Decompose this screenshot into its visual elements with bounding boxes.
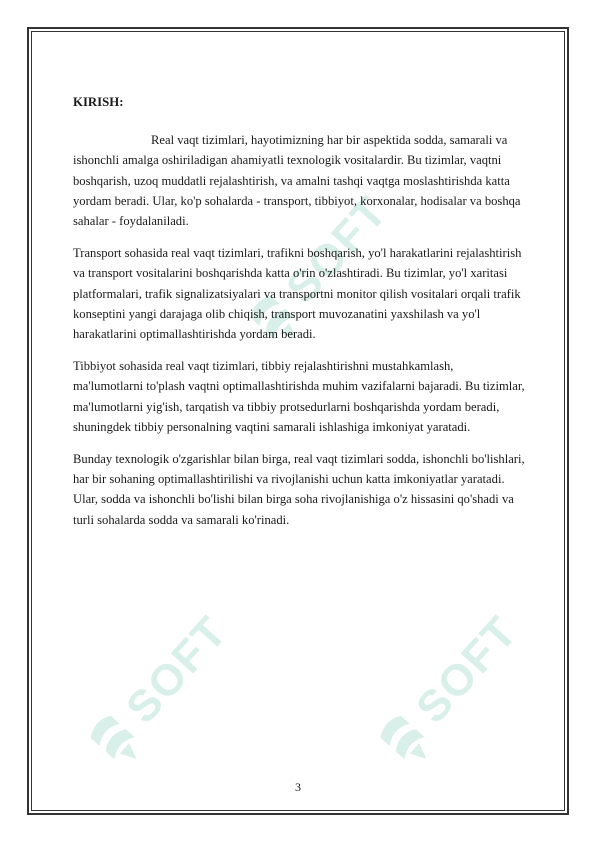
paragraph-conclusion: Bunday texnologik o'zgarishlar bilan birga, real vaqt tizimlari sodda, ishonchli bo'lishlari, har bir sohaning optimallashtirilishi va rivojlanishi uchun katta imkoniyatlar yaratadi. Ular, sodda va ishonchli bo'lishi bilan birga soha rivojlanishiga o'z hissasini qo'shadi va turli sohalarda sodda va samarali ko'rinadi. [73, 452, 525, 527]
paragraph-medicine: Tibbiyot sohasida real vaqt tizimlari, tibbiy rejalashtirishni mustahkamlash, ma'lumotlarni to'plash vaqtni optimallashtirishda muhim vazifalarni bajaradi. Bu tizimlar, ma'lumotlarni yig'ish, tarqatish va tibbiy protsedurlarni boshqarishda yordam beradi, shuningdek tibbiy personalning vaqtini samarali ishlashiga imkoniyat yaratadi. [73, 359, 525, 434]
paragraph-intro: Real vaqt tizimlari, hayotimizning har bir aspektida sodda, samarali va ishonchli amalga oshiriladigan ahamiyatli texnologik vositalardir. Bu tizimlar, vaqtni boshqarish, uzoq muddatli rejalashtirish, va amalni tashqi vaqtga moslashtirishda katta yordam beradi. Ular, ko'p sohalarda - transport, tibbiyot, korxonalar, hodisalar va boshqa sahalar - foydalaniladi. [73, 133, 521, 229]
document-body [73, 92, 525, 542]
watermark-text: SOFT [407, 606, 528, 733]
section-heading: KIRISH: [73, 95, 124, 109]
watermark-text: SOFT [117, 606, 238, 733]
paragraph-transport: Transport sohasida real vaqt tizimlari, trafikni boshqarish, yo'l harakatlarini rejalashtirish va transport vositalarini boshqarishda katta o'rin o'zlashtiradi. Bu tizimlar, yo'l xaritasi platformalari, trafik signalizatsiyalari va transportni monitor qilish vositalari orqali trafik konseptini yangi darajaga olib chiqish, transport muvozanatini yaxshilash va yo'l harakatlarini optimallashtirishda yordam beradi. [73, 246, 522, 342]
page-number: 3 [295, 780, 301, 794]
watermark-text: SOFT [277, 186, 398, 313]
